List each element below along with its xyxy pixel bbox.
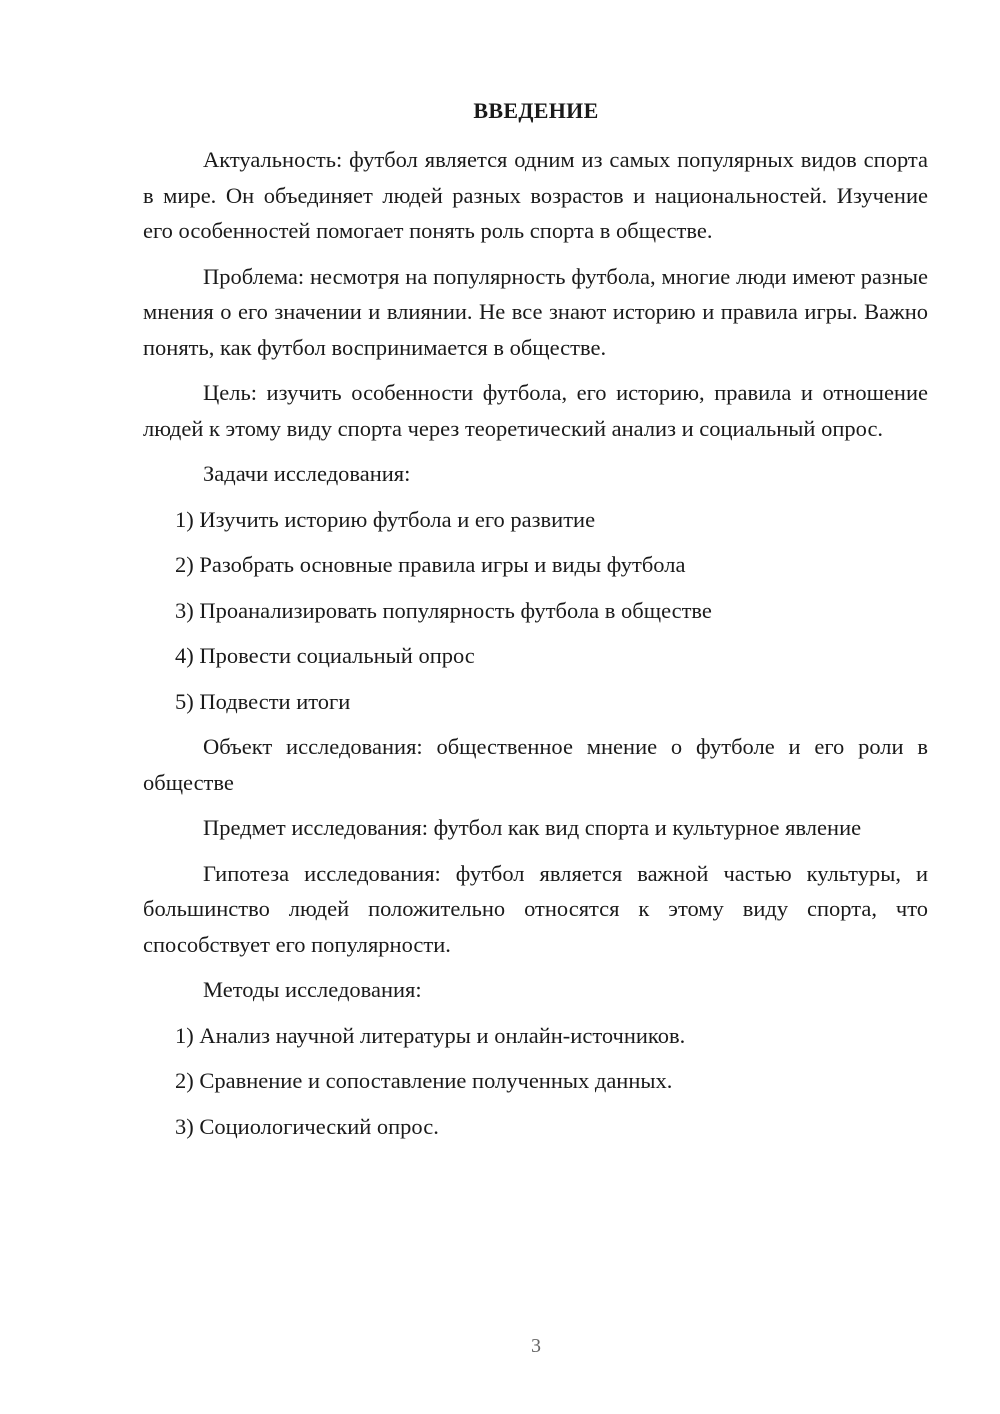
list-item: 1) Анализ научной литературы и онлайн-источников. (175, 1022, 686, 1048)
list-item: 2) Разобрать основные правила игры и виды футбола (175, 552, 686, 577)
tasks-list (143, 502, 928, 720)
object-paragraph: Объект исследования: общественное мнение о футболе и его роли в обществе (143, 734, 928, 795)
list-item: 1) Изучить историю футбола и его развитие (175, 506, 596, 532)
methods-list (143, 1018, 928, 1145)
methods-heading: Методы исследования: (203, 977, 422, 1002)
list-item: 4) Провести социальный опрос (175, 643, 475, 668)
list-item: 2) Сравнение и сопоставление полученных данных. (175, 1068, 673, 1093)
goal-paragraph: Цель: изучить особенности футбола, его историю, правила и отношение людей к этому виду спорта через теоретический анализ и социальный опрос. (143, 380, 928, 441)
problem-paragraph: Проблема: несмотря на популярность футбола, многие люди имеют разные мнения о его значении и влиянии. Не все знают историю и правила игры. Важно понять, как футбол воспринимается в обществе. (143, 263, 928, 360)
subject-paragraph: Предмет исследования: футбол как вид спорта и культурное явление (203, 815, 862, 840)
page-title: ВВЕДЕНИЕ (473, 98, 599, 123)
document-body (143, 142, 928, 1154)
page-number: 3 (531, 1335, 541, 1357)
tasks-heading: Задачи исследования: (203, 461, 411, 486)
list-item: 5) Подвести итоги (175, 688, 351, 714)
relevance-paragraph: Актуальность: футбол является одним из самых популярных видов спорта в мире. Он объединяет людей разных возрастов и национальностей. Изучение его особенностей помогает понять роль спорта в обществе. (143, 147, 928, 243)
list-item: 3) Социологический опрос. (175, 1113, 439, 1139)
hypothesis-paragraph: Гипотеза исследования: футбол является важной частью культуры, и большинство людей положительно относятся к этому виду спорта, что способствует его популярности. (143, 860, 928, 957)
list-item: 3) Проанализировать популярность футбола в обществе (175, 597, 712, 623)
